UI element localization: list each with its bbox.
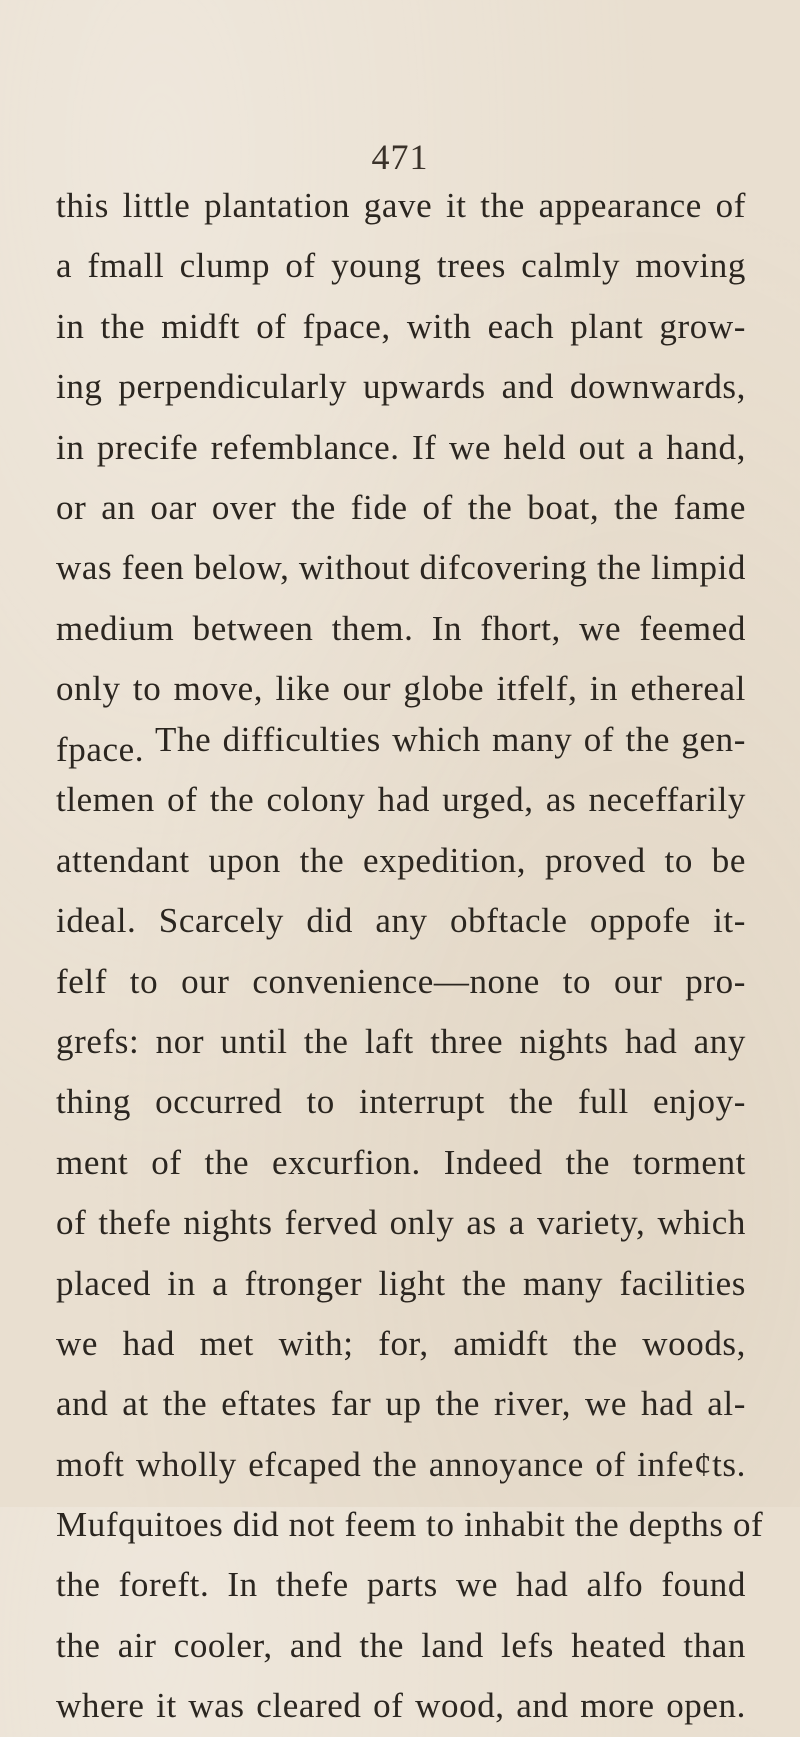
text-line: ment of the excurfion. Indeed the torment: [56, 1142, 746, 1182]
text-line: felf to our convenience—none to our pro-: [56, 961, 746, 1001]
text-line: the foreft. In thefe parts we had alfo found: [56, 1565, 746, 1605]
text-line: fpace.: [56, 729, 145, 769]
paragraph-1: [56, 176, 746, 780]
text-line: moft wholly efcaped the annoyance of infeȼts.: [56, 1444, 746, 1484]
text-line: only to move, like our globe itfelf, in ethereal: [56, 669, 746, 709]
text-line: attendant upon the expedition, proved to be: [56, 840, 746, 880]
text-line: The difficulties which many of the gen-: [155, 720, 746, 759]
text-line: in precife refemblance. If we held out a hand,: [56, 427, 746, 467]
text-line: or an oar over the fide of the boat, the fame: [56, 487, 746, 527]
text-line: a fmall clump of young trees calmly moving: [56, 246, 746, 286]
text-line: Mufquitoes did not feem to inhabit the depths of: [56, 1505, 764, 1545]
text-line: tlemen of the colony had urged, as neceffarily: [56, 780, 746, 820]
text-line: placed in a ftronger light the many facilities: [56, 1263, 746, 1303]
text-line: we had met with; for, amidft the woods,: [56, 1323, 746, 1363]
text-line: ing perpendicularly upwards and downwards,: [56, 367, 746, 407]
paragraph-2: [56, 710, 764, 1737]
text-line: medium between them. In fhort, we feemed: [56, 608, 746, 648]
text-line: in the midft of fpace, with each plant grow-: [56, 306, 746, 346]
text-line: where it was cleared of wood, and more open.: [56, 1686, 746, 1726]
text-line: thing occurred to interrupt the full enjoy-: [56, 1082, 746, 1122]
text-line: this little plantation gave it the appearance of: [56, 186, 746, 225]
text-line: the air cooler, and the land lefs heated than: [56, 1625, 746, 1665]
page-number: 471: [371, 137, 429, 177]
text-line: and at the eftates far up the river, we had al-: [56, 1384, 746, 1424]
text-line: was feen below, without difcovering the limpid: [56, 548, 746, 588]
text-line: ideal. Scarcely did any obftacle oppofe it-: [56, 901, 746, 941]
text-line: of thefe nights ferved only as a variety, which: [56, 1203, 746, 1243]
text-line: grefs: nor until the laft three nights had any: [56, 1021, 746, 1061]
